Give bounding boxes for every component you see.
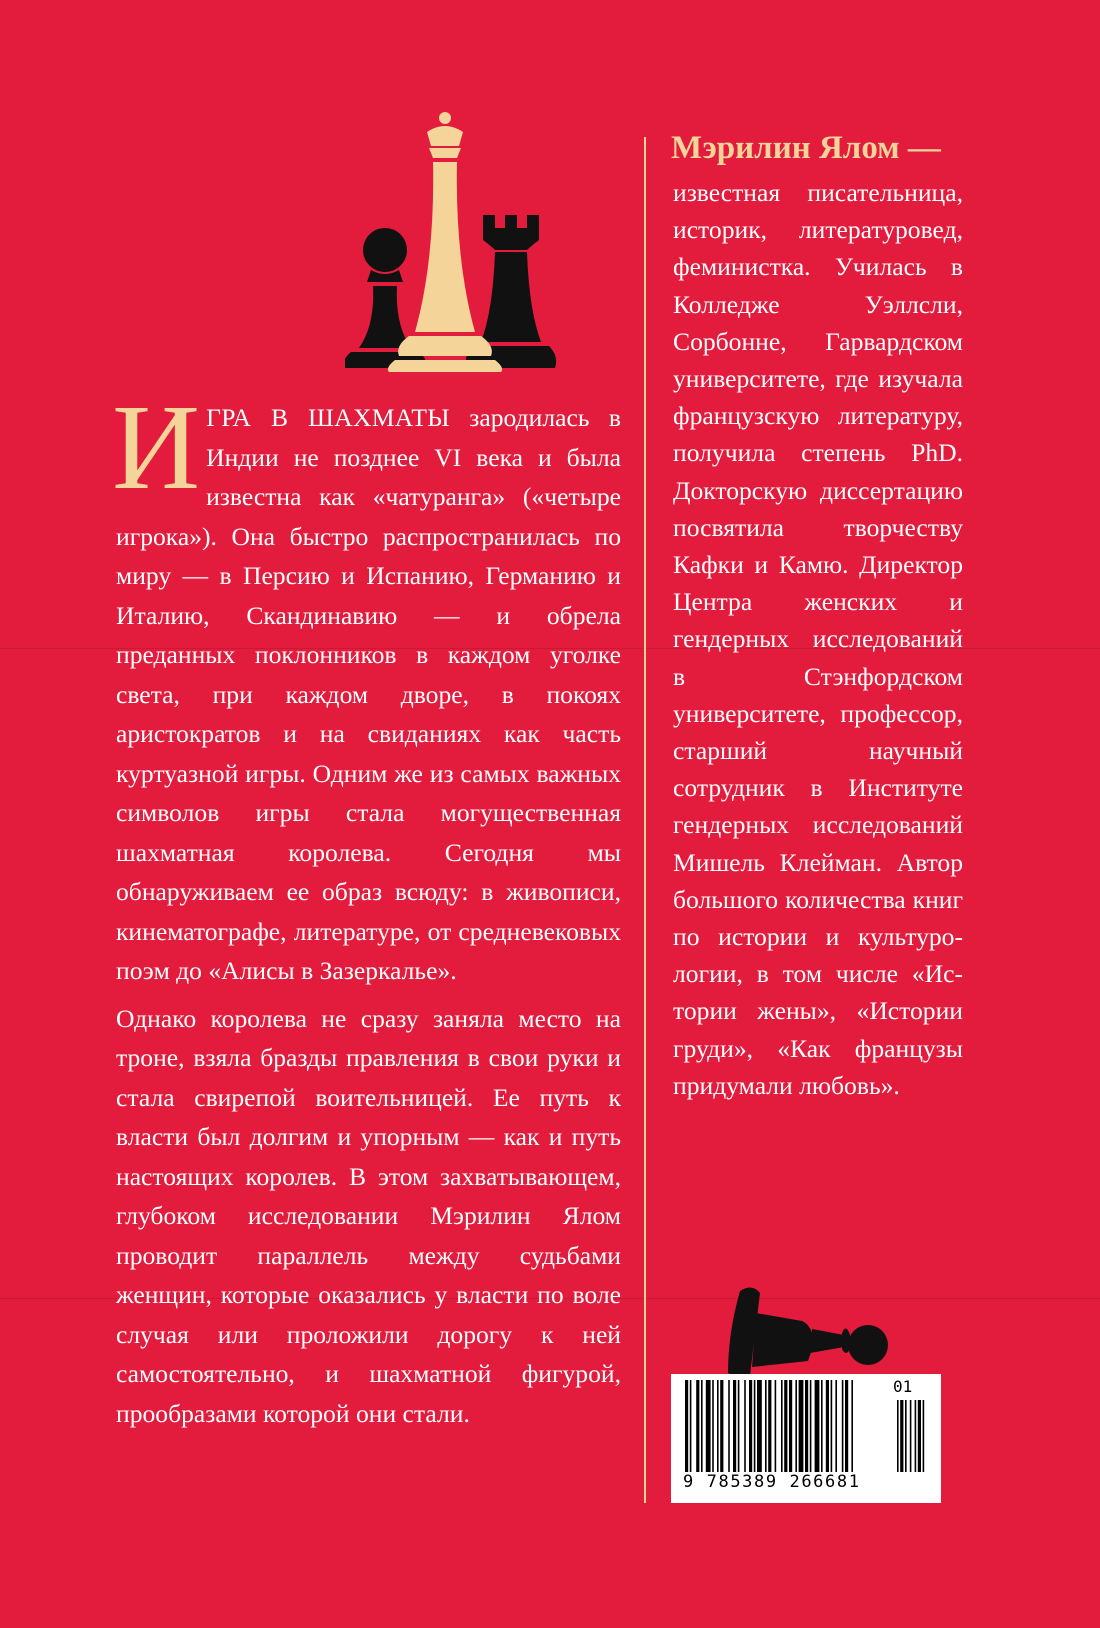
barcode-bar [810, 1380, 812, 1472]
description-paragraph-2: Однако королева не сразу заняла место на троне, взяла бразды правления в свои руки и стала свирепой воительницей. Ее путь к власти был долгим и упорным — как и путь настоящих королев. В этом захватывающем, глубоком исследовании Мэрилин Ялом проводит параллель между судьбами женщин, которые оказались у власти по воле случая или проложили дорогу к ней самостоятельно, и шахматной фигурой, прообразами которой они стали. [116, 1003, 621, 1428]
barcode-bar [835, 1380, 837, 1472]
column-divider [644, 137, 646, 1503]
barcode-bar [789, 1380, 792, 1472]
description-paragraph-1 [112, 380, 621, 991]
barcode-addon-bar [897, 1400, 899, 1472]
barcode-addon-bar [915, 1400, 917, 1472]
barcode-bar [738, 1380, 740, 1472]
barcode-bar [706, 1380, 711, 1472]
barcode-bar [795, 1380, 797, 1472]
barcode-addon-bar [900, 1400, 903, 1472]
barcode-addon-bar [918, 1400, 921, 1472]
barcode-bar [712, 1380, 714, 1472]
barcode-bar [720, 1380, 723, 1472]
barcode-bar [781, 1380, 783, 1472]
barcode-bar [815, 1380, 820, 1472]
chess-pieces-illustration [345, 110, 585, 390]
lead-in-caps: ГРА В ШАХМАТЫ [206, 403, 450, 432]
barcode-bar [728, 1380, 730, 1472]
dropcap-letter: И [112, 380, 201, 515]
barcode-bar [799, 1380, 804, 1472]
barcode-bar [845, 1380, 848, 1472]
barcode [671, 1374, 941, 1503]
barcode-bar [690, 1380, 692, 1472]
barcode-bar [805, 1380, 808, 1472]
author-bio: известная писательница, историк, литературовед, феминистка. Училась в Колледже Уэллсли, Сорбонне, Гарвардском университете, где изучала французскую литературу, получила степень PhD. Докторскую диссертацию посвятила творчеству Кафки и Камю. Директор Центра женских и гендерных исследований в Стэнфордском университете, профессор, старший научный сотрудник в Институте гендерных исследований Мишель Клейман. Автор большого количества книг по истории и культурологии, в том числе «Истории жены», «Истории груди», «Как французы придумали любовь». [673, 178, 963, 1100]
barcode-bar [765, 1380, 767, 1472]
barcode-bar [733, 1380, 736, 1472]
barcode-bar [685, 1380, 688, 1472]
barcode-number: 9 785389 266681 [683, 1472, 861, 1492]
barcode-addon-bar [923, 1400, 925, 1472]
barcode-bar [696, 1380, 699, 1472]
barcode-bar [754, 1380, 756, 1472]
barcode-bar [757, 1380, 762, 1472]
barcode-addon-bar [910, 1400, 912, 1472]
fallen-pawn-icon [722, 1283, 932, 1383]
barcode-bar [821, 1380, 823, 1472]
description-text [112, 380, 621, 1433]
barcode-bar [744, 1380, 746, 1472]
author-name: Мэрилин Ялом — [671, 130, 941, 166]
paragraph-1-text: зародилась в Индии не позднее VI века и была известна как «чатуранга» («четыре игрока»). Она быстро распространилась по миру — в Персию и Испанию, Германию и Италию, Скандинавию — и обрела преданных поклонников в каждом уголке света, при каждом дворе, в покоях аристократов и на свиданиях как часть куртуазной игры. Одним же из самых важных символов игры стала могущественная шахматная королева. Сегодня мы обнаруживаем ее образ всюду: в живописи, кинематографе, литературе, от средневековых поэм до «Алисы в Зазеркалье». [116, 403, 621, 985]
barcode-bar [775, 1380, 777, 1472]
barcode-bar [749, 1380, 752, 1472]
barcode-bar [701, 1380, 703, 1472]
barcode-bar [768, 1380, 771, 1472]
barcode-bar [831, 1380, 833, 1472]
barcode-bar [842, 1380, 844, 1472]
barcode-bar [826, 1380, 829, 1472]
barcode-addon-bar [905, 1400, 907, 1472]
barcode-bar [851, 1380, 853, 1472]
barcode-bar [717, 1380, 719, 1472]
barcode-addon-number: 01 [893, 1377, 913, 1396]
barcode-bar [784, 1380, 787, 1472]
